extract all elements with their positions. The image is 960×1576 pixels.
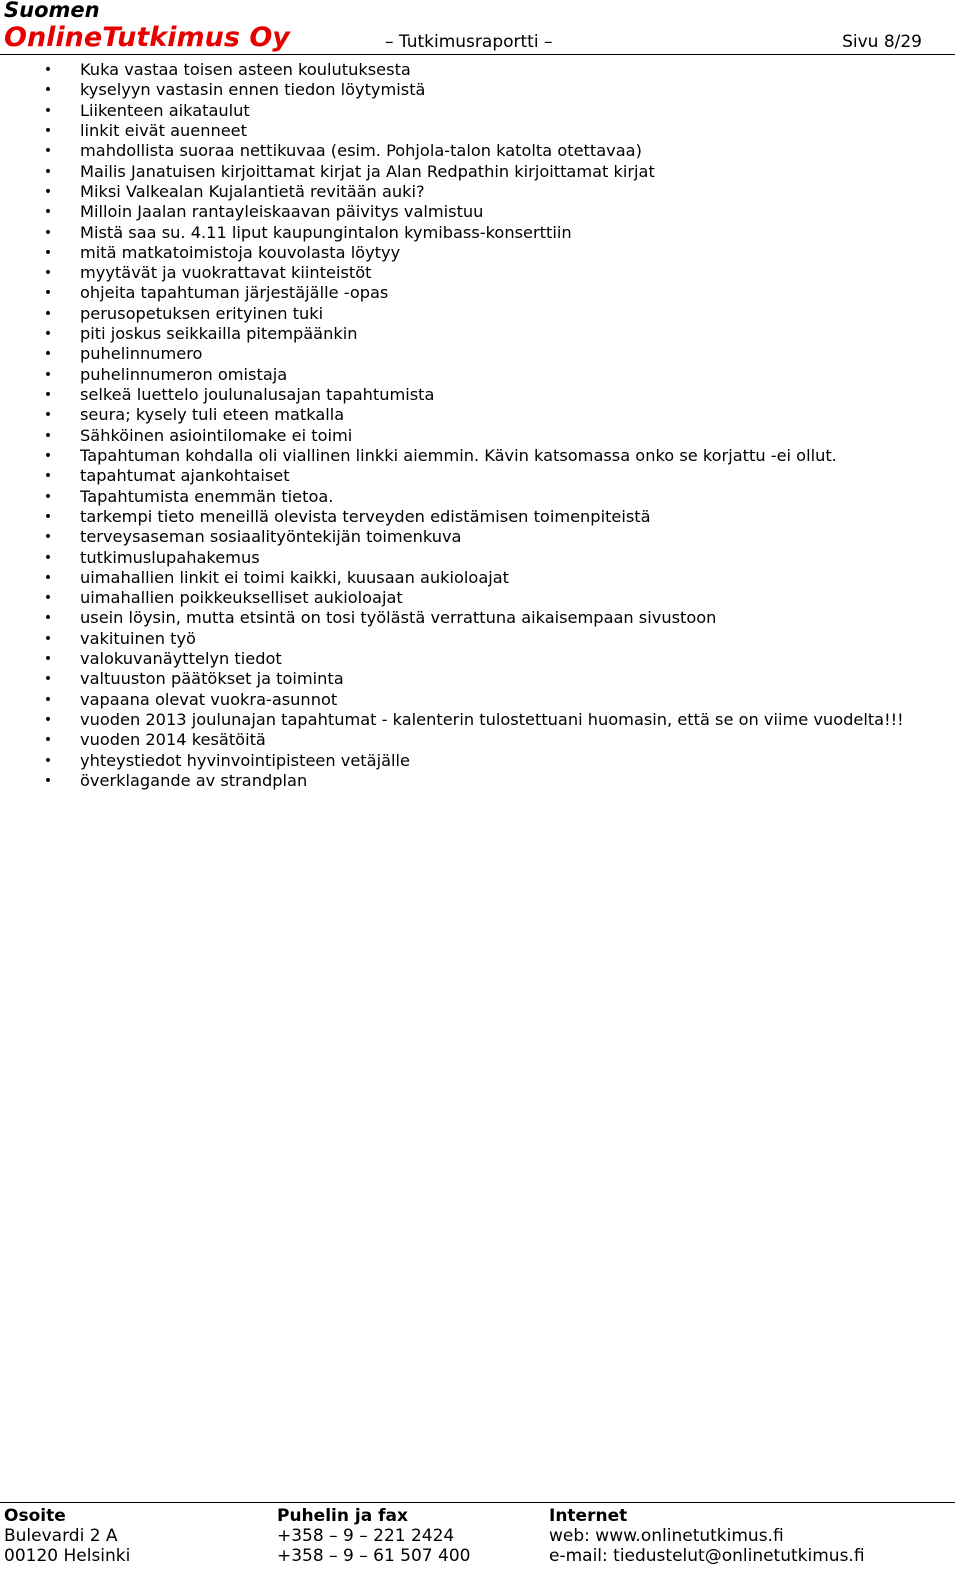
bullet-icon: • bbox=[43, 691, 53, 708]
list-item-text: valtuuston päätökset ja toiminta bbox=[80, 669, 344, 689]
list-item bbox=[0, 568, 955, 588]
list-item bbox=[0, 263, 955, 283]
bullet-icon: • bbox=[43, 122, 53, 139]
footer-fax-number: +358 – 9 – 61 507 400 bbox=[277, 1546, 471, 1566]
report-title: – Tutkimusraportti – bbox=[385, 32, 553, 52]
list-item-text: terveysaseman sosiaalityöntekijän toimenkuva bbox=[80, 527, 462, 547]
list-item bbox=[0, 527, 955, 547]
bullet-icon: • bbox=[43, 752, 53, 769]
bullet-icon: • bbox=[43, 671, 53, 688]
bullet-icon: • bbox=[43, 265, 53, 282]
list-item-text: perusopetuksen erityinen tuki bbox=[80, 303, 324, 323]
bullet-icon: • bbox=[43, 102, 53, 119]
list-item bbox=[0, 324, 955, 344]
list-item bbox=[0, 182, 955, 202]
list-item bbox=[0, 365, 955, 385]
list-item-text: Mailis Janatuisen kirjoittamat kirjat ja Alan Redpathin kirjoittamat kirjat bbox=[80, 161, 655, 181]
list-item bbox=[0, 730, 955, 750]
list-item-text: mitä matkatoimistoja kouvolasta löytyy bbox=[80, 242, 401, 262]
list-item bbox=[0, 101, 955, 121]
list-item-text: vuoden 2013 joulunajan tapahtumat - kalenterin tulostettuani huomasin, että se on viime vuodelta!!! bbox=[80, 710, 904, 729]
bullet-icon: • bbox=[43, 569, 53, 586]
list-item bbox=[0, 223, 955, 243]
list-item-text: usein löysin, mutta etsintä on tosi työlästä verrattuna aikaisempaan sivustoon bbox=[80, 608, 717, 628]
list-item bbox=[0, 710, 955, 730]
bullet-icon: • bbox=[43, 447, 53, 464]
list-item bbox=[0, 426, 955, 446]
list-item bbox=[0, 304, 955, 324]
list-item bbox=[0, 283, 955, 303]
list-item-text: ohjeita tapahtuman järjestäjälle -opas bbox=[80, 283, 389, 303]
bullet-icon: • bbox=[43, 488, 53, 505]
list-item-text: puhelinnumero bbox=[80, 344, 203, 364]
list-item-text: Sähköinen asiointilomake ei toimi bbox=[80, 425, 353, 445]
footer-phone-number: +358 – 9 – 221 2424 bbox=[277, 1526, 455, 1546]
list-item bbox=[0, 60, 955, 80]
bullet-icon: • bbox=[43, 285, 53, 302]
list-item-text: kyselyyn vastasin ennen tiedon löytymistä bbox=[80, 80, 426, 100]
list-item bbox=[0, 385, 955, 405]
bullet-icon: • bbox=[43, 427, 53, 444]
page-number: Sivu 8/29 bbox=[842, 32, 922, 52]
footer-email-link[interactable]: e-mail: tiedustelut@onlinetutkimus.fi bbox=[549, 1546, 865, 1566]
bullet-icon: • bbox=[43, 244, 53, 261]
list-item bbox=[0, 548, 955, 568]
list-item-text: Miksi Valkealan Kujalantietä revitään auki? bbox=[80, 181, 425, 201]
response-list bbox=[0, 60, 955, 791]
list-item bbox=[0, 446, 955, 466]
bullet-icon: • bbox=[43, 387, 53, 403]
list-item bbox=[0, 202, 955, 222]
list-item-text: vakituinen työ bbox=[80, 628, 196, 648]
list-item-text: selkeä luettelo joulunalusajan tapahtumista bbox=[80, 385, 435, 404]
list-item bbox=[0, 751, 955, 771]
footer-address-city: 00120 Helsinki bbox=[4, 1546, 131, 1566]
footer-address-street: Bulevardi 2 A bbox=[4, 1526, 118, 1546]
footer-phone-heading: Puhelin ja fax bbox=[277, 1506, 408, 1526]
footer-web-link[interactable]: web: www.onlinetutkimus.fi bbox=[549, 1526, 784, 1546]
list-item-text: linkit eivät auenneet bbox=[80, 120, 247, 140]
bullet-icon: • bbox=[43, 549, 53, 566]
footer-internet-heading: Internet bbox=[549, 1506, 628, 1526]
header-divider bbox=[0, 54, 955, 55]
list-item bbox=[0, 629, 955, 649]
bullet-icon: • bbox=[43, 163, 53, 180]
bullet-icon: • bbox=[43, 204, 53, 221]
list-item bbox=[0, 80, 955, 100]
bullet-icon: • bbox=[43, 183, 53, 200]
bullet-icon: • bbox=[43, 630, 53, 647]
list-item-text: piti joskus seikkailla pitempäänkin bbox=[80, 324, 358, 344]
footer-address-heading: Osoite bbox=[4, 1506, 66, 1526]
footer-phone bbox=[277, 1506, 470, 1566]
list-item-text: Milloin Jaalan rantayleiskaavan päivitys valmistuu bbox=[80, 202, 484, 222]
list-item bbox=[0, 771, 955, 791]
company-name-line1: Suomen bbox=[4, 0, 100, 22]
list-item bbox=[0, 466, 955, 486]
list-item bbox=[0, 344, 955, 364]
bullet-icon: • bbox=[43, 529, 53, 546]
bullet-icon: • bbox=[43, 224, 53, 241]
list-item-text: myytävät ja vuokrattavat kiinteistöt bbox=[80, 263, 372, 283]
bullet-icon: • bbox=[43, 732, 53, 749]
list-item-text: uimahallien poikkeukselliset aukioloajat bbox=[80, 588, 403, 608]
bullet-icon: • bbox=[43, 143, 53, 160]
bullet-icon: • bbox=[43, 468, 53, 485]
bullet-icon: • bbox=[43, 610, 53, 627]
list-item bbox=[0, 121, 955, 141]
list-item bbox=[0, 141, 955, 161]
bullet-icon: • bbox=[43, 82, 53, 99]
list-item bbox=[0, 608, 955, 628]
list-item bbox=[0, 690, 955, 710]
list-item bbox=[0, 588, 955, 608]
list-item-text: puhelinnumeron omistaja bbox=[80, 364, 288, 384]
list-item bbox=[0, 243, 955, 263]
list-item-text: Tapahtuman kohdalla oli viallinen linkki aiemmin. Kävin katsomassa onko se korjattu -ei ollut. bbox=[80, 445, 837, 465]
list-item-text: tarkempi tieto meneillä olevista terveyden edistämisen toimenpiteistä bbox=[80, 506, 651, 526]
list-item-text: yhteystiedot hyvinvointipisteen vetäjälle bbox=[80, 750, 410, 770]
list-item-text: vuoden 2014 kesätöitä bbox=[80, 730, 266, 750]
list-item-text: tutkimuslupahakemus bbox=[80, 547, 260, 567]
bullet-icon: • bbox=[43, 407, 53, 424]
list-item-text: Liikenteen aikataulut bbox=[80, 100, 250, 120]
footer-internet bbox=[549, 1506, 865, 1566]
bullet-icon: • bbox=[43, 590, 53, 607]
bullet-icon: • bbox=[43, 366, 53, 383]
list-item bbox=[0, 649, 955, 669]
bullet-icon: • bbox=[43, 305, 53, 322]
list-item bbox=[0, 507, 955, 527]
page-header bbox=[0, 0, 960, 56]
list-item bbox=[0, 487, 955, 507]
company-name-line2: OnlineTutkimus Oy bbox=[4, 22, 290, 53]
list-item-text: Tapahtumista enemmän tietoa. bbox=[80, 486, 334, 506]
list-item-text: uimahallien linkit ei toimi kaikki, kuusaan aukioloajat bbox=[80, 567, 510, 587]
list-item bbox=[0, 162, 955, 182]
list-item-text: seura; kysely tuli eteen matkalla bbox=[80, 405, 345, 425]
list-item-text: överklagande av strandplan bbox=[80, 770, 308, 790]
footer-divider bbox=[0, 1502, 955, 1503]
list-item-text: tapahtumat ajankohtaiset bbox=[80, 466, 290, 486]
list-item-text: vapaana olevat vuokra-asunnot bbox=[80, 689, 338, 709]
footer-address bbox=[4, 1506, 130, 1566]
bullet-icon: • bbox=[43, 651, 53, 668]
list-item bbox=[0, 669, 955, 689]
bullet-icon: • bbox=[43, 326, 53, 343]
bullet-icon: • bbox=[43, 712, 53, 728]
bullet-icon: • bbox=[43, 508, 53, 525]
list-item bbox=[0, 405, 955, 425]
bullet-icon: • bbox=[43, 772, 53, 789]
list-item-text: mahdollista suoraa nettikuvaa (esim. Pohjola-talon katolta otettavaa) bbox=[80, 141, 642, 161]
bullet-icon: • bbox=[43, 346, 53, 363]
list-item-text: valokuvanäyttelyn tiedot bbox=[80, 649, 282, 669]
bullet-icon: • bbox=[43, 62, 53, 78]
list-item-text: Kuka vastaa toisen asteen koulutuksesta bbox=[80, 60, 411, 79]
list-item-text: Mistä saa su. 4.11 liput kaupungintalon kymibass-konserttiin bbox=[80, 222, 572, 242]
